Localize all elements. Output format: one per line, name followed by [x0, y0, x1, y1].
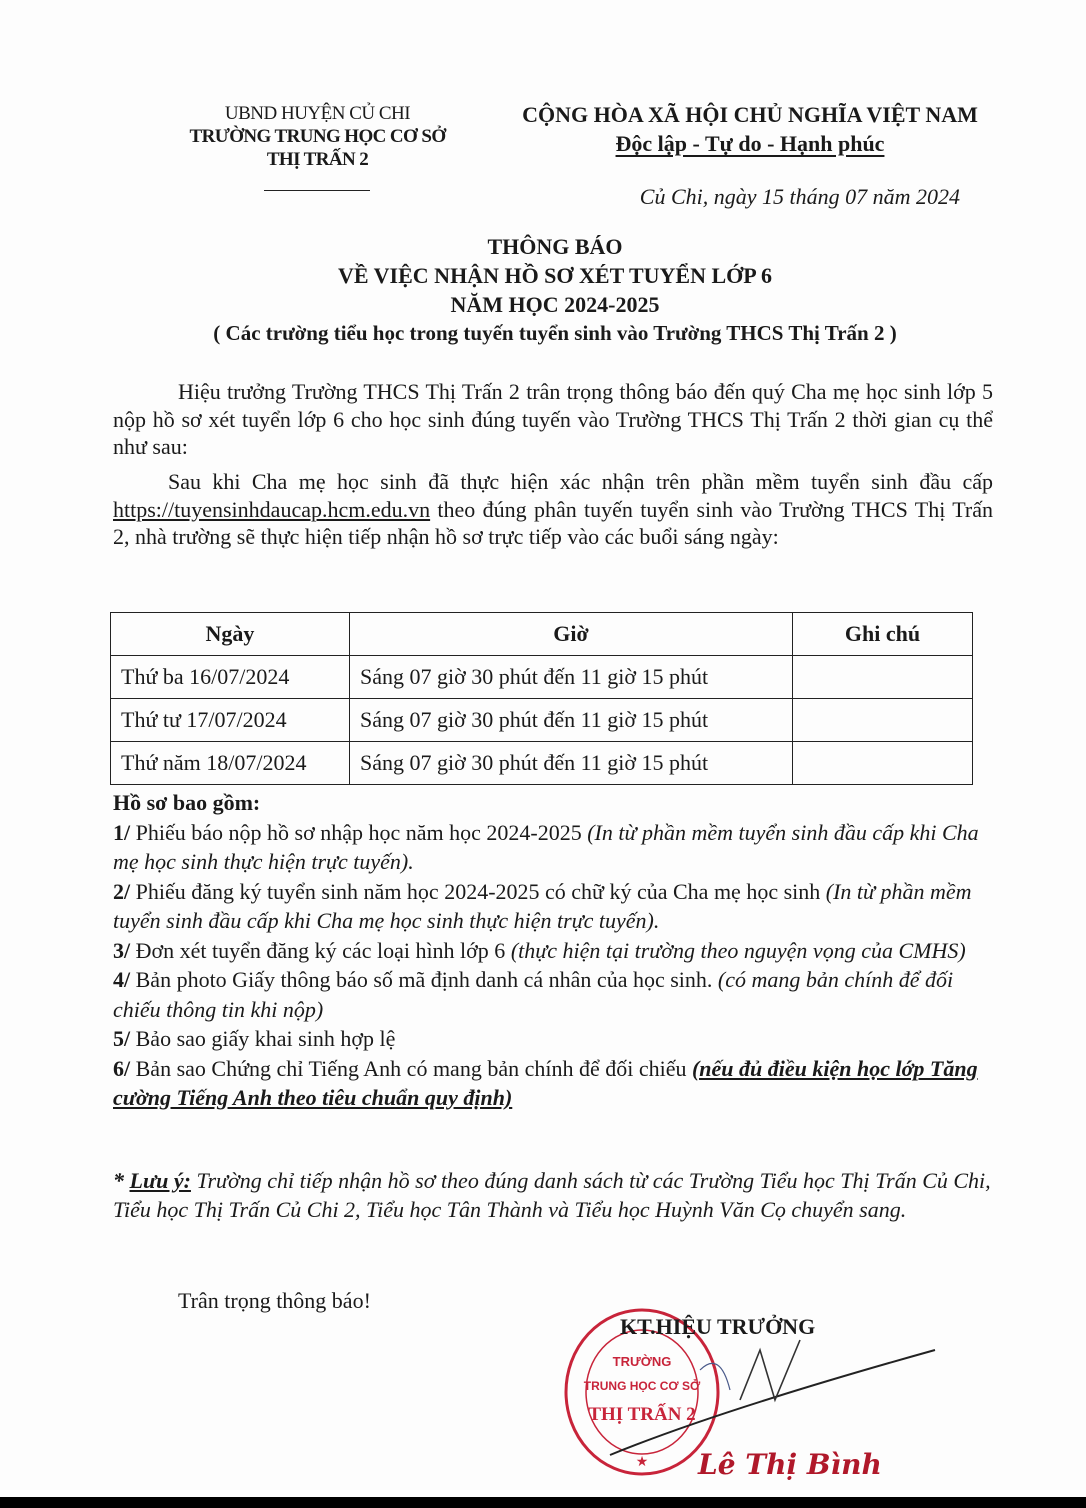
closing-line: Trân trọng thông báo!: [178, 1288, 371, 1313]
item-number: 5/: [113, 1026, 131, 1051]
cell-time: Sáng 07 giờ 30 phút đến 11 giờ 15 phút: [350, 699, 793, 742]
asterisk: *: [113, 1168, 130, 1193]
cell-note: [793, 742, 973, 785]
item-number: 1/: [113, 819, 131, 845]
column-header-date: Ngày: [111, 613, 350, 656]
cell-time: Sáng 07 giờ 30 phút đến 11 giờ 15 phút: [350, 742, 793, 785]
documents-heading: Hồ sơ bao gồm:: [113, 790, 261, 815]
list-item: [113, 936, 993, 966]
issuing-authority: [140, 102, 495, 171]
column-header-time: Giờ: [350, 613, 793, 656]
required-documents: [113, 788, 993, 1113]
stamp-line-3: THỊ TRẤN 2: [588, 1404, 696, 1425]
list-item: [113, 877, 993, 936]
cell-note: [793, 656, 973, 699]
national-header: [505, 100, 995, 158]
column-header-note: Ghi chú: [793, 613, 973, 656]
item-note: (thực hiện tại trường theo nguyện vọng của CMHS): [510, 937, 966, 963]
cell-date: Thứ năm 18/07/2024: [111, 742, 350, 785]
school-name: THỊ TRẤN 2: [266, 149, 369, 170]
table-header-row: [111, 613, 973, 656]
list-item: [113, 1054, 993, 1113]
stamp-line-2: TRUNG HỌC CƠ SỞ: [583, 1379, 701, 1393]
cell-note: [793, 699, 973, 742]
country-name: CỘNG HÒA XÃ HỘI CHỦ NGHĨA VIỆT NAM: [522, 102, 978, 127]
item-note: (In từ phần mềm tuyển sinh đầu cấp khi Cha mẹ học sinh thực hiện trực tuyến).: [113, 819, 979, 874]
signatory-title: KT.HIỆU TRƯỞNG: [620, 1314, 816, 1339]
procedure-paragraph: [113, 468, 993, 551]
item-number: 3/: [113, 937, 131, 963]
schedule-table: [110, 612, 973, 785]
cell-time: Sáng 07 giờ 30 phút đến 11 giờ 15 phút: [350, 656, 793, 699]
procedure-text-start: Sau khi Cha mẹ học sinh đã thực hiện xác nhận trên phần mềm tuyển sinh đầu cấp: [168, 469, 993, 494]
list-item: [113, 965, 993, 1024]
bottom-edge-bar: [0, 1497, 1086, 1508]
remark-label: Lưu ý:: [129, 1168, 191, 1193]
document-title: [90, 232, 1020, 348]
item-note: (nếu đủ điều kiện học lớp Tăng cường Tiếng Anh theo tiêu chuẩn quy định): [113, 1055, 978, 1110]
authority-line: UBND HUYỆN CỦ CHI: [224, 103, 411, 124]
list-item: [113, 818, 993, 877]
cell-date: Thứ tư 17/07/2024: [111, 699, 350, 742]
item-note: (In từ phần mềm tuyển sinh đầu cấp khi Cha mẹ học sinh thực hiện trực tuyến).: [113, 878, 972, 933]
title-line-2: VỀ VIỆC NHẬN HỒ SƠ XÉT TUYỂN LỚP 6: [338, 263, 772, 288]
table-row: [111, 656, 973, 699]
intro-paragraph: Hiệu trưởng Trường THCS Thị Trấn 2 trân trọng thông báo đến quý Cha mẹ học sinh lớp 5 nộp hồ sơ xét tuyển lớp 6 cho học sinh đúng tuyến vào Trường THCS Thị Trấn 2 thời gian cụ thể như sau:: [113, 379, 993, 459]
table-row: [111, 742, 973, 785]
item-number: 6/: [113, 1055, 131, 1081]
remark-text: Trường chỉ tiếp nhận hồ sơ theo đúng danh sách từ các Trường Tiểu học Thị Trấn Củ Chi, Tiểu học Thị Trấn Củ Chi 2, Tiểu học Tân Thành và Tiểu học Huỳnh Văn Cọ chuyển sang.: [113, 1168, 991, 1222]
item-number: 4/: [113, 967, 131, 992]
national-motto: Độc lập - Tự do - Hạnh phúc: [615, 131, 885, 156]
stamp-line-1: TRƯỜNG: [612, 1354, 672, 1369]
cell-date: Thứ ba 16/07/2024: [111, 656, 350, 699]
item-text: Phiếu đăng ký tuyển sinh năm học 2024-2025 có chữ ký của Cha mẹ học sinh: [130, 878, 826, 904]
item-text: Bản sao Chứng chỉ Tiếng Anh có mang bản chính để đối chiếu: [130, 1055, 692, 1081]
item-text: Bản photo Giấy thông báo số mã định danh cá nhân của học sinh.: [130, 967, 718, 992]
table-row: [111, 699, 973, 742]
stamp-star-icon: ★: [635, 1455, 649, 1470]
document-date: Củ Chi, ngày 15 tháng 07 năm 2024: [639, 184, 960, 209]
item-note: (có mang bản chính để đối chiếu thông tin khi nộp): [113, 967, 954, 1022]
notice-remark: [113, 1166, 993, 1224]
title-subtitle: ( Các trường tiểu học trong tuyến tuyển sinh vào Trường THCS Thị Trấn 2 ): [213, 321, 897, 345]
title-line-3: NĂM HỌC 2024-2025: [450, 292, 660, 317]
title-line-1: THÔNG BÁO: [487, 234, 623, 259]
procedure-text-end: theo đúng phân tuyến tuyển sinh vào Trường THCS Thị Trấn 2, nhà trường sẽ thực hiện tiếp nhận hồ sơ trực tiếp vào các buổi sáng ngày:: [113, 496, 993, 549]
list-item: [113, 1024, 993, 1054]
item-text: Bảo sao giấy khai sinh hợp lệ: [130, 1026, 396, 1051]
signatory-name: Lê Thị Bình: [698, 1448, 882, 1481]
school-line: TRƯỜNG TRUNG HỌC CƠ SỞ: [189, 126, 446, 147]
item-number: 2/: [113, 878, 131, 904]
item-text: Đơn xét tuyển đăng ký các loại hình lớp 6: [130, 937, 511, 963]
header-divider: [264, 190, 370, 191]
enrollment-portal-link[interactable]: https://tuyensinhdaucap.hcm.edu.vn: [113, 496, 431, 522]
item-text: Phiếu báo nộp hồ sơ nhập học năm học 2024-2025: [130, 819, 588, 845]
